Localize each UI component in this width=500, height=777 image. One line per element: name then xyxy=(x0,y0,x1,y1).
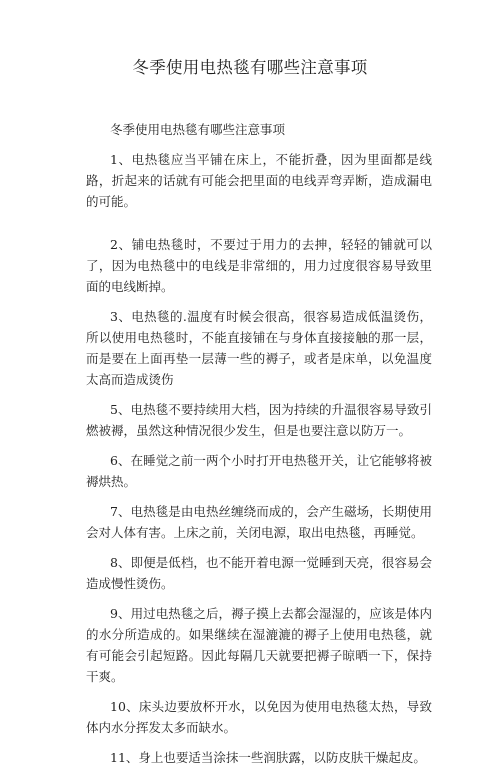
paragraph-1: 1、电热毯应当平铺在床上，不能折叠，因为里面都是线路，折起来的话就有可能会把里面的电线弄弯弄断，造成漏电的可能。 xyxy=(86,152,432,209)
paragraph-3: 3、电热毯的.温度有时候会很高，很容易造成低温烫伤，所以使用电热毯时，不能直接铺在与身体直接接触的那一层，而是要在上面再垫一层薄一些的褥子，或者是床单，以免温度太高而造成烫伤 xyxy=(86,309,432,387)
document-body xyxy=(86,119,432,777)
document-title: 冬季使用电热毯有哪些注意事项 xyxy=(132,58,368,77)
paragraph-8: 8、即便是低档，也不能开着电源一觉睡到天亮，很容易会造成慢性烫伤。 xyxy=(86,555,432,591)
paragraph-7: 7、电热毯是由电热丝缠绕而成的，会产生磁场，长期使用会对人体有害。上床之前，关闭电源，取出电热毯，再睡觉。 xyxy=(86,504,432,540)
paragraph-11: 11、身上也要适当涂抹一些润肤露，以防皮肤干燥起皮。 xyxy=(110,750,426,765)
paragraph-2: 2、铺电热毯时，不要过于用力的去抻，轻轻的铺就可以了，因为电热毯中的电线是非常细的，用力过度很容易导致里面的电线断掉。 xyxy=(86,237,432,294)
paragraph-10: 10、床头边要放杯开水，以免因为使用电热毯太热，导致体内水分挥发太多而缺水。 xyxy=(86,699,432,735)
document-subtitle: 冬季使用电热毯有哪些注意事项 xyxy=(110,122,286,137)
paragraph-5: 5、电热毯不要持续用大档，因为持续的升温很容易导致引燃被褥，虽然这种情况很少发生，但是也要注意以防万一。 xyxy=(86,402,432,438)
paragraph-6: 6、在睡觉之前一两个小时打开电热毯开关，让它能够将被褥烘热。 xyxy=(86,453,432,489)
paragraph-9: 9、用过电热毯之后，褥子摸上去都会湿湿的，应该是体内的水分所造成的。如果继续在湿漉漉的褥子上使用电热毯，就有可能会引起短路。因此每隔几天就要把褥子晾晒一下，保持干爽。 xyxy=(86,606,432,684)
